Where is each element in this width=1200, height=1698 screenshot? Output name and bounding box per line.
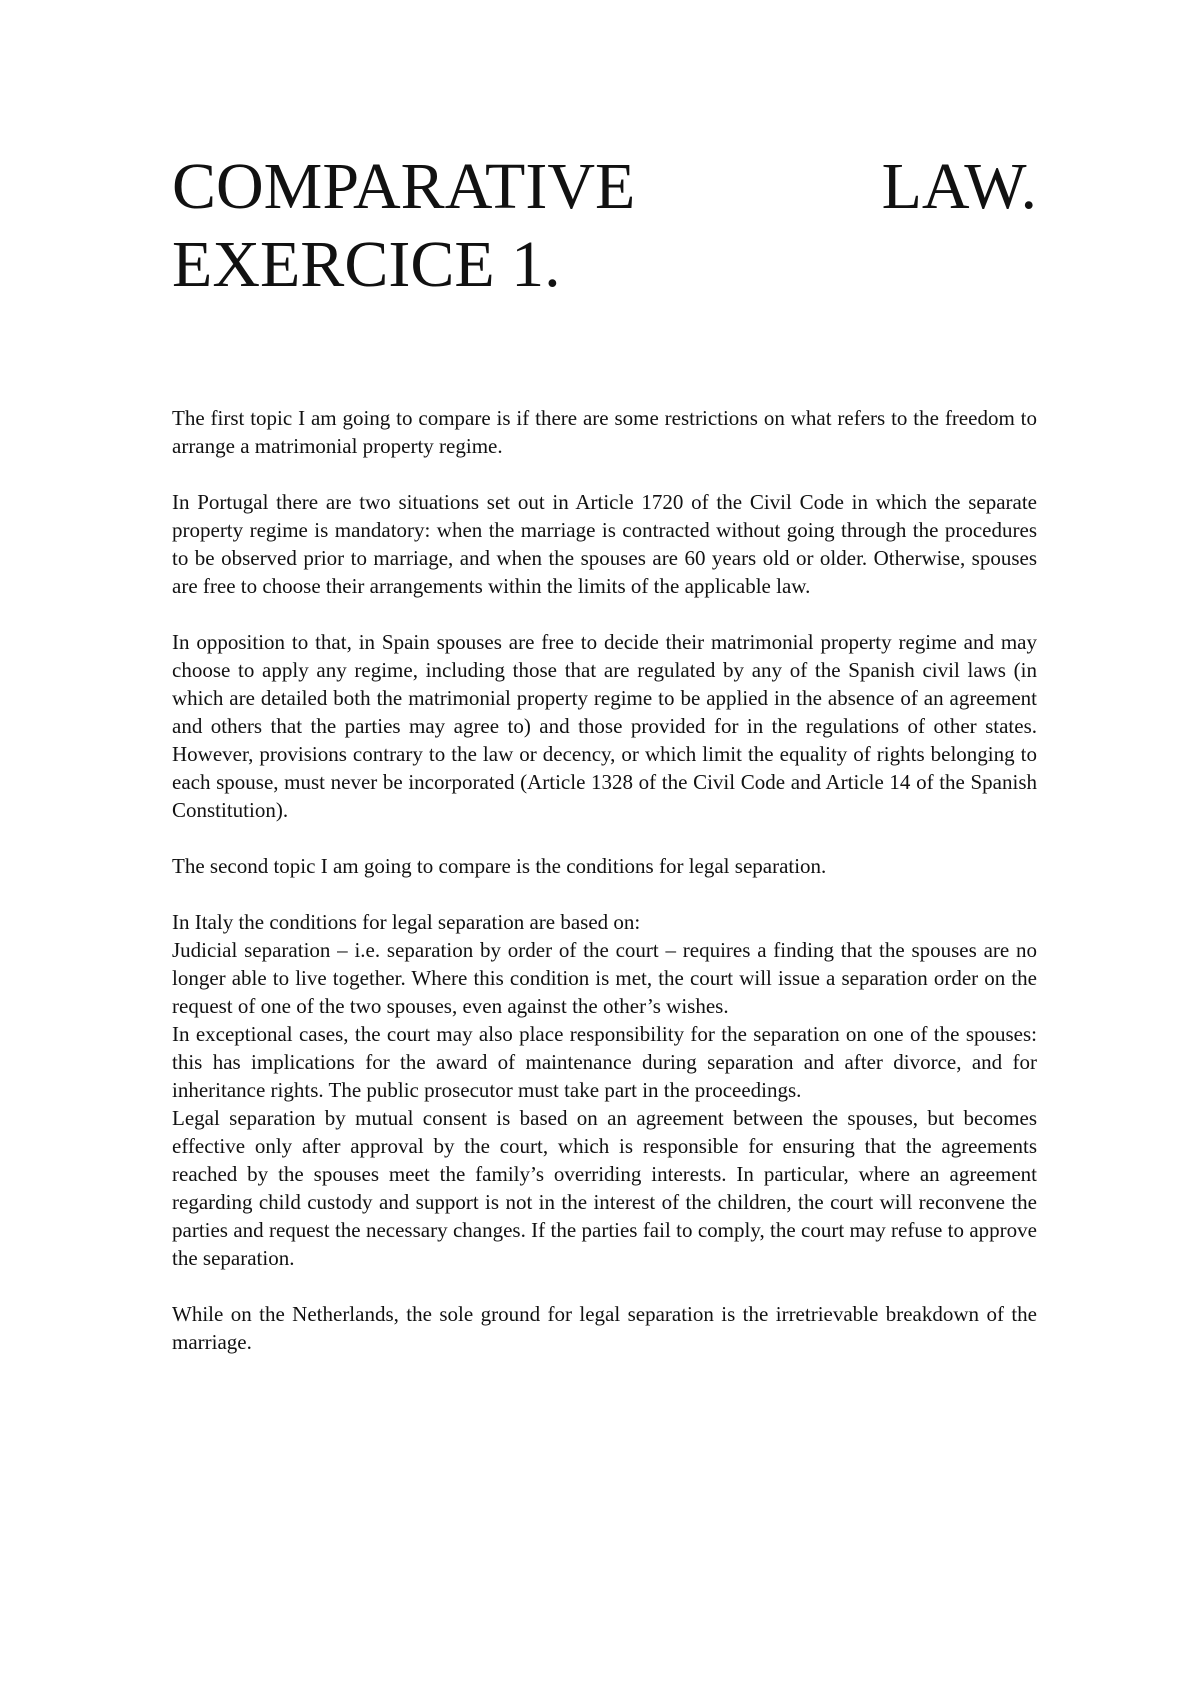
document-title	[172, 148, 1037, 304]
paragraph-gap	[172, 460, 1037, 488]
title-word-law: LAW.	[881, 150, 1037, 223]
paragraph-mutual-consent: Legal separation by mutual consent is based on an agreement between the spouses, but becomes effective only after approval by the court, which is responsible for ensuring that the agreements reached by the spouses meet the family’s overriding interests. In particular, where an agreement regarding child custody and support is not in the interest of the children, the court will reconvene the parties and request the necessary changes. If the parties fail to comply, the court may refuse to approve the separation.	[172, 1106, 1037, 1270]
title-line-1	[172, 148, 1037, 226]
paragraph-gap	[172, 824, 1037, 852]
paragraph-intro-topic-1: The first topic I am going to compare is if there are some restrictions on what refers to the freedom to arrange a matrimonial property regime.	[172, 406, 1037, 458]
paragraph-judicial-separation: Judicial separation – i.e. separation by order of the court – requires a finding that the spouses are no longer able to live together. Where this condition is met, the court will issue a separation order on the request of one of the two spouses, even against the other’s wishes.	[172, 938, 1037, 1018]
title-line-2: EXERCICE 1.	[172, 228, 561, 301]
paragraph-gap	[172, 1272, 1037, 1300]
paragraph-spain: In opposition to that, in Spain spouses are free to decide their matrimonial property regime and may choose to apply any regime, including those that are regulated by any of the Spanish civil laws (in which are detailed both the matrimonial property regime to be applied in the absence of an agreement and others that the parties may agree to) and those provided for in the regulations of other states. However, provisions contrary to the law or decency, or which limit the equality of rights belonging to each spouse, must never be incorporated (Article 1328 of the Civil Code and Article 14 of the Spanish Constitution).	[172, 630, 1037, 822]
paragraph-gap	[172, 880, 1037, 908]
paragraph-exceptional-cases: In exceptional cases, the court may also place responsibility for the separation on one of the spouses: this has implications for the award of maintenance during separation and after divorce, and for inheritance rights. The public prosecutor must take part in the proceedings.	[172, 1022, 1037, 1102]
paragraph-portugal: In Portugal there are two situations set out in Article 1720 of the Civil Code in which the separate property regime is mandatory: when the marriage is contracted without going through the procedures to be observed prior to marriage, and when the spouses are 60 years old or older. Otherwise, spouses are free to choose their arrangements within the limits of the applicable law.	[172, 490, 1037, 598]
document-content	[172, 148, 1037, 1356]
title-word-comparative: COMPARATIVE	[172, 150, 636, 223]
paragraph-intro-topic-2: The second topic I am going to compare is the conditions for legal separation.	[172, 854, 827, 878]
paragraph-netherlands: While on the Netherlands, the sole ground for legal separation is the irretrievable breakdown of the marriage.	[172, 1302, 1037, 1354]
document-body	[172, 404, 1037, 1356]
paragraph-italy-intro: In Italy the conditions for legal separation are based on:	[172, 910, 641, 934]
paragraph-gap	[172, 600, 1037, 628]
